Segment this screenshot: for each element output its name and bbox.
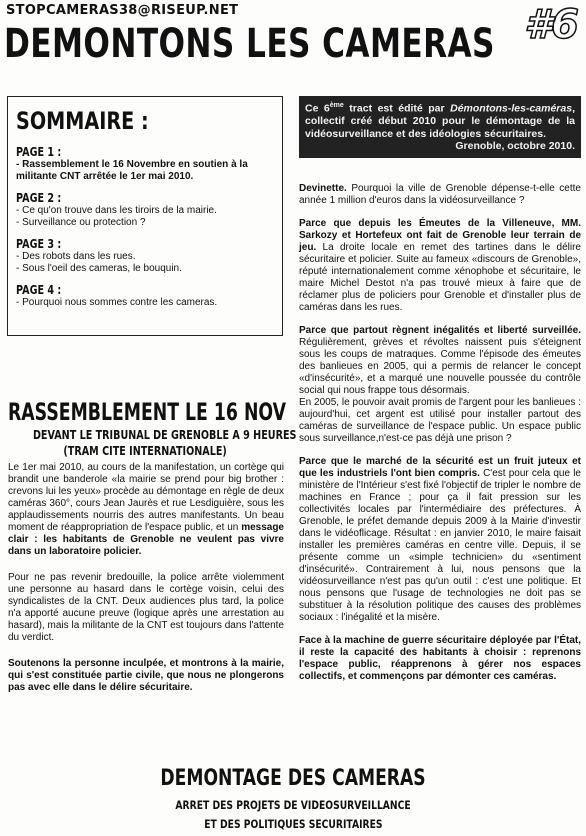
sommaire-page-2 — [16, 191, 274, 229]
main-title: DEMONTONS LES CAMERAS — [4, 21, 495, 67]
issue-number: #6 — [524, 2, 578, 48]
rassemblement-subtitle: DEVANT LE TRIBUNAL DE GRENOBLE A 9 HEURES — [32, 428, 297, 442]
page-label: PAGE 3 : — [16, 237, 62, 251]
page-label: PAGE 1 : — [16, 145, 62, 159]
page-item: - Pourquoi nous sommes contre les cameras. — [16, 297, 218, 308]
rassemblement-location: (TRAM CITE INTERNATIONALE) — [63, 444, 227, 458]
page-label: PAGE 4 : — [16, 283, 62, 297]
intro-box — [299, 96, 581, 158]
paragraph: Parce que partout règnent inégalités et liberté surveillée. Régulièrement, grèves et révoltes naissent puis s'éteignent sous les coups de matraques. Comme l'épisode des émeutes des banlieues en 2005, qui a permis de relancer le concept «d'insécurité», et a marqué une nouvelle poussée du contrôle social qui nous frappe tous désormais. — [299, 325, 581, 396]
sommaire-title: SOMMAIRE : — [16, 107, 149, 135]
sommaire-page-1 — [16, 145, 274, 183]
rassemblement-body — [8, 462, 284, 708]
sommaire-page-4 — [16, 283, 274, 309]
paragraph: En 2005, le pouvoir avait promis de l'argent pour les banlieues : aujourd'hui, cet argent est utilisé pour installer partout des caméras de surveillance de l'espace public. Un espace public sous surveillance,n'est-ce pas déjà une prison ? — [299, 397, 581, 444]
page-item: - Des robots dans les rues. — [16, 251, 136, 262]
rassemblement-title: RASSEMBLEMENT LE 16 NOV — [8, 398, 286, 426]
footer-title: DEMONTAGE DES CAMERAS — [160, 766, 426, 791]
paragraph: Le 1er mai 2010, au cours de la manifestation, un cortège qui brandit une banderole «la mairie se prend pour big brother : crevons lui les yeux» procède au démontage en règle de deux caméras 360°, cours Jean Jaurès et rue Lesdiguière, sous les applaudissements nourris des autres manifestants. Un beau moment de réappropriation de l'espace public, et un message clair : les habitants de Grenoble ne veulent pas vivre dans un laboratoire policier. — [8, 462, 284, 557]
sommaire-page-3 — [16, 237, 274, 275]
intro-text: Ce 6ème tract est édité par Démontons-les-caméras, collectif créé début 2010 pour le démontage de la vidéosurveillance et des idéologies sécuritaires. — [305, 102, 575, 140]
paragraph: Soutenons la personne inculpée, et montrons à la mairie, qui s'est constituée partie civile, que nous ne plongerons pas avec elle dans le délire sécuritaire. — [8, 658, 284, 693]
page-item: - Ce qu'on trouve dans les tiroirs de la mairie. — [16, 205, 217, 216]
footer-line: ARRET DES PROJETS DE VIDEOSURVEILLANCE — [175, 798, 411, 812]
contact-email: STOPCAMERAS38@RISEUP.NET — [6, 3, 239, 18]
page-item: - Sous l'oeil des cameras, le bouquin. — [16, 263, 182, 274]
page-item: - Rassemblement le 16 Novembre en soutien à la militante CNT arrêtée le 1er mai 2010. — [16, 159, 248, 182]
devinette-column — [299, 183, 581, 694]
footer-line: ET DES POLITIQUES SECURITAIRES — [203, 817, 383, 831]
paragraph: Parce que depuis les Émeutes de la Villeneuve, MM. Sarkozy et Hortefeux ont fait de Grenoble leur terrain de jeu. La droite locale en remet des tartines dans le délire sécuritaire et policier. Suite au fameux «discours de Grenoble», réputé internationalement comme xénophobe et sécuritaire, le maire Michel Destot n'a pas trouvé mieux à faire que de réclamer plus de policiers pour Grenoble et d'installer plus de caméras dans les rues. — [299, 218, 581, 313]
paragraph: Devinette. Pourquoi la ville de Grenoble dépense-t-elle cette année 1 million d'euros dans la vidéosurveillance ? — [299, 183, 581, 206]
page-label: PAGE 2 : — [16, 191, 62, 205]
paragraph: Parce que le marché de la sécurité est un fruit juteux et que les industriels l'ont bien compris. C'est pour cela que le ministère de l'Intérieur s'est fixé l'objectif de tripler le nombre de machines en France ; pour ça il fait pression sur les collectivités locales par l'intermédiaire des préfectures. À Grenoble, le préfet demande depuis 2009 à la Mairie d'investir dans le vidéoflicage. Résultat : en janvier 2010, le maire faisait installer les premières caméras en centre ville. Depuis, il se présente comme un «simple technicien» du «sentiment d'insécurité». Contrairement à lui, nous pensons que la vidéosurveillance n'est pas qu'un outil : c'est une politique. Et nous pensons que l'usage de technologies ne doit pas se substituer à la résolution politique des causes des problèmes sociaux : l'inégalité et la misère. — [299, 456, 581, 623]
sommaire-box — [7, 96, 283, 336]
paragraph: Face à la machine de guerre sécuritaire déployée par l'État, il reste la capacité des habitants à choisir : reprenons l'espace public, réapprenons à gérer nos espaces collectifs, et commençons par démonter ces caméras. — [299, 635, 581, 682]
intro-signature: Grenoble, octobre 2010. — [455, 140, 575, 152]
paragraph: Pour ne pas revenir bredouille, la police arrête violemment une personne au hasard dans le cortège voisin, celui des syndicalistes de la CNT. Deux audiences plus tard, la police n'a apporté aucune preuve (logique après une arrestation au hasard), mais la militante de la CNT est toujours dans l'attente du verdict. — [8, 572, 284, 643]
page-item: - Surveillance ou protection ? — [16, 217, 146, 228]
